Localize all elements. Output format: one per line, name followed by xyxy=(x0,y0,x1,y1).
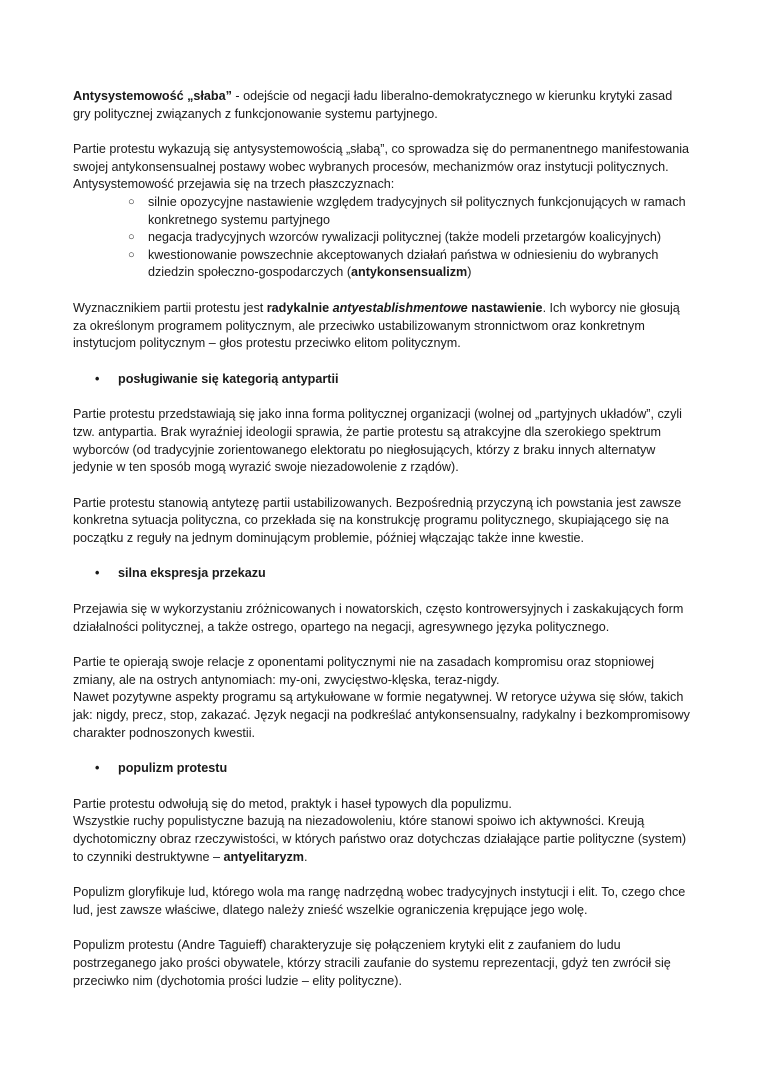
list-item: ○ kwestionowanie powszechnie akceptowanych działań państwa w odniesieniu do wybranych dziedzin społeczno-gospodarczych (antykonsensualizm) xyxy=(128,247,659,280)
intro-text: - odejście od negacji ładu liberalno-demokratycznego w kierunku krytyki zasad gry politycznej związanych z funkcjonowanie systemu partyjnego. xyxy=(73,89,673,121)
intro-title: Antysystemowość „słaba” xyxy=(73,89,232,103)
intro-paragraph xyxy=(73,88,690,123)
paragraph-antyteza: Partie protestu stanowią antytezę partii ustabilizowanych. Bezpośrednią przyczyną ich powstania jest zawsze konkretna sytuacja polityczna, co przekłada się na konstrukcję programu politycznego, skupiającego się na początku z reguły na jednym dominującym problemie, później włączając także inne kwestie. xyxy=(73,495,682,545)
section-heading-antypartia: • posługiwanie się kategorią antypartii xyxy=(73,371,690,389)
paragraph-antysystemowosc: Partie protestu wykazują się antysystemowością „słabą”, co sprowadza się do permanentnego manifestowania swojej antykonsensualnej postawy wobec wybranych procesów, mechanizmów oraz instytucji politycznych. Antysystemowość przejawia się na trzech płaszczyznach: xyxy=(73,142,690,192)
paragraph-populizm: Partie protestu odwołują się do metod, praktyk i haseł typowych dla populizmu. Wszystkie ruchy populistyczne bazują na niezadowoleniu, które stanowi spoiwo ich aktywności. Kreują dychotomiczny obraz rzeczywistości, w których państwo oraz dotychczas działające partie polityczne (system) to czynniki destruktywne – antyelitaryzm. xyxy=(73,796,687,864)
section-heading-ekspresja: • silna ekspresja przekazu xyxy=(73,565,690,583)
list-item: ○ negacja tradycyjnych wzorców rywalizacji politycznej (także modeli przetargów koalicyjnych) xyxy=(148,229,690,247)
paragraph-taguieff: Populizm protestu (Andre Taguieff) charakteryzuje się połączeniem krytyki elit z zaufaniem do ludu postrzeganego jako prości obywatele, którzy stracili zaufanie do systemu reprezentacji, gdyż ten zwrócił się przeciwko nim (dychotomia prości ludzie – elity polityczne). xyxy=(73,938,671,988)
paragraph-wyznacznik: Wyznacznikiem partii protestu jest radykalnie antyestablishmentowe nastawienie. Ich wyborcy nie głosują za określonym programem politycznym, ale przeciwko ustabilizowanym stronnictwom oraz konkretnym instytucjom politycznym – głos protestu przeciwko elitom politycznym. xyxy=(73,300,680,351)
planes-list xyxy=(73,194,690,282)
bullet-icon: • xyxy=(95,566,100,581)
circle-bullet-icon: ○ xyxy=(128,231,135,244)
circle-bullet-icon: ○ xyxy=(128,248,135,261)
paragraph-przejawia: Przejawia się w wykorzystaniu zróżnicowanych i nowatorskich, często kontrowersyjnych i zaskakujących form działalności politycznej, a także ostrego, opartego na negacji, agresywnego języka politycznego. xyxy=(73,602,684,634)
bullet-icon: • xyxy=(95,371,100,386)
list-item: ○ silnie opozycyjne nastawienie względem tradycyjnych sił politycznych funkcjonujących w ramach konkretnego systemu partyjnego xyxy=(128,194,686,227)
paragraph-lud: Populizm gloryfikuje lud, którego wola ma rangę nadrzędną wobec tradycyjnych instytucji i elit. To, czego chce lud, jest zawsze właściwe, dlatego należy znieść wszelkie ograniczenia krępujące jego wolę. xyxy=(73,885,686,917)
paragraph-antypartia: Partie protestu przedstawiają się jako inna forma politycznej organizacji (wolnej od „partyjnych układów”, czyli tzw. antypartia. Brak wyraźniej ideologii sprawia, że partie protestu są atrakcyjne dla szerokiego spektrum wyborców (od tradycyjnie zorientowanego elektoratu po niegłosujących, którzy z braku innych alternatyw jedynie w ten sposób mogą wyrazić swoje niezadowolenie z rządów). xyxy=(73,407,682,475)
bullet-icon: • xyxy=(95,761,100,776)
paragraph-relacje: Partie te opierają swoje relacje z oponentami politycznymi nie na zasadach kompromisu oraz stopniowej zmiany, ale na ostrych antynomiach: my-oni, zwycięstwo-klęska, teraz-nigdy. Nawet pozytywne aspekty programu są artykułowane w formie negatywnej. W retoryce używa się słów, takich jak: nigdy, precz, stop, zakazać. Język negacji na podkreślać antykonsensualny, radykalny i bezkompromisowy charakter podnoszonych kwestii. xyxy=(73,655,690,740)
circle-bullet-icon: ○ xyxy=(128,195,135,208)
section-heading-populizm: • populizm protestu xyxy=(73,760,690,778)
